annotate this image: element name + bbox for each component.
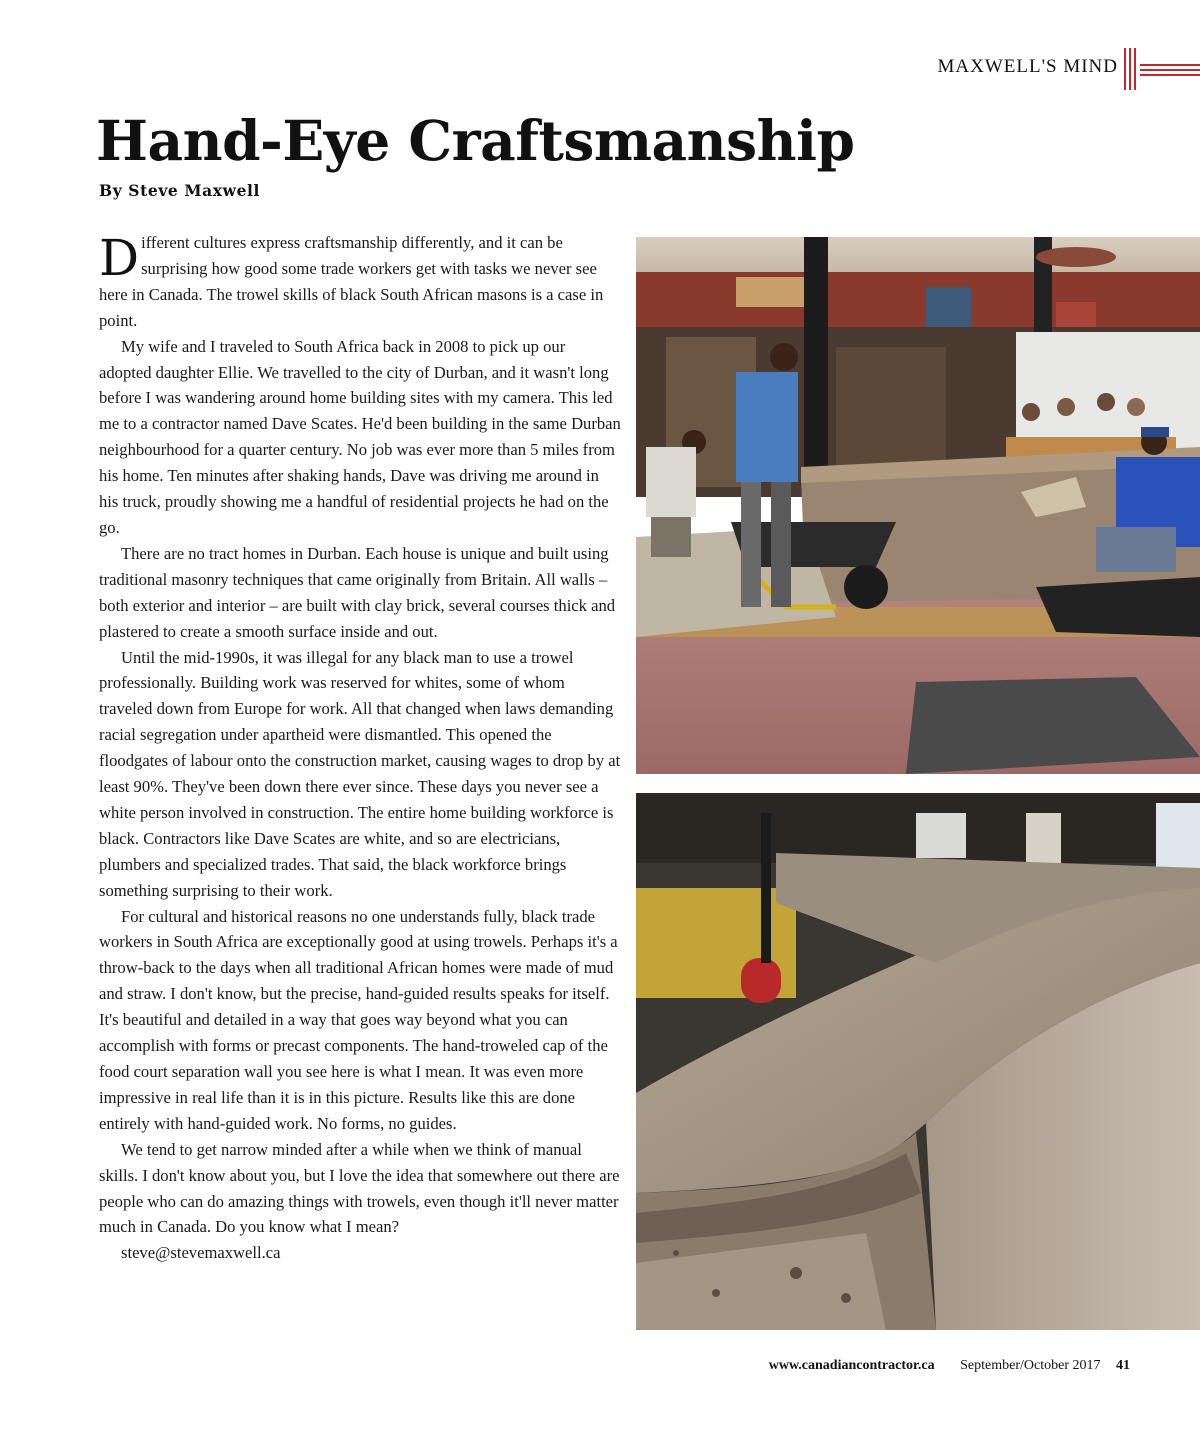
paragraph-5: For cultural and historical reasons no one understands fully, black trade workers in South Africa are exceptionally good at using trowels. Perhaps it's a throw-back to the days when all traditional African homes were made of mud and straw. I don't know, but the precise, hand-guided results speaks for itself. It's beautiful and detailed in a way that goes way beyond what you can accomplish with forms or precast components. The hand-troweled cap of the food court separation wall you see here is what I mean. It was even more impressive in real life than it is in this picture. Results like this are done entirely with hand-guided work. No forms, no guides. xyxy=(99,906,618,1133)
article-body xyxy=(99,230,621,1266)
photo-troweled-wall-cap xyxy=(636,793,1200,1330)
section-rule-vertical xyxy=(1124,48,1136,90)
paragraph-2: My wife and I traveled to South Africa back in 2008 to pick up our adopted daughter Ellie. We travelled to the city of Durban, and it wasn't long before I was wandering around home building sites with my camera. This led me to a contractor named Dave Scates. He'd been building in the same Durban neighbourhood for a quarter century. No job was ever more than 5 miles from his home. Ten minutes after shaking hands, Dave was driving me around in his truck, proudly showing me a handful of residential projects he had on the go. xyxy=(99,336,621,537)
footer-issue: September/October 2017 xyxy=(960,1358,1101,1373)
section-rule-horizontal xyxy=(1140,64,1200,76)
section-label: MAXWELL'S MIND xyxy=(937,56,1118,77)
page-number: 41 xyxy=(1116,1358,1130,1373)
article-byline: By Steve Maxwell xyxy=(99,181,261,200)
paragraph-1 xyxy=(99,230,621,334)
page-footer xyxy=(769,1358,1130,1374)
footer-website[interactable]: www.canadiancontractor.ca xyxy=(768,1358,935,1373)
photo-masons-at-work-image xyxy=(636,237,1200,774)
photo-troweled-wall-cap-image xyxy=(636,793,1200,1330)
paragraph-3: There are no tract homes in Durban. Each house is unique and built using traditional masonry techniques that came originally from Britain. All walls – both exterior and interior – are built with clay brick, several courses thick and plastered to create a smooth surface inside and out. xyxy=(99,543,616,641)
article-title: Hand-Eye Craftsmanship xyxy=(96,108,855,173)
drop-cap: D xyxy=(99,229,140,287)
paragraph-4: Until the mid-1990s, it was illegal for any black man to use a trowel professionally. Building work was reserved for whites, some of whom traveled down from Europe for work. All that changed when laws demanding racial segregation under apartheid were dismantled. This opened the floodgates of labour onto the construction market, causing wages to drop by at least 90%. They've been down there ever since. These days you never see a white person involved in construction. The entire home building workforce is black. Contractors like Dave Scates are white, and so are electricians, plumbers and specialized trades. That said, the black workforce brings something surprising to their work. xyxy=(99,647,621,900)
author-email[interactable]: steve@stevemaxwell.ca xyxy=(121,1243,281,1263)
paragraph-1-text: ifferent cultures express craftsmanship differently, and it can be surprising how good some trade workers get with tasks we never see here in Canada. The trowel skills of black South African masons is a case in point. xyxy=(99,233,604,330)
photo-masons-at-work xyxy=(636,237,1200,774)
paragraph-6: We tend to get narrow minded after a while when we think of manual skills. I don't know about you, but I love the idea that somewhere out there are people who can do amazing things with trowels, even though it'll never matter much in Canada. Do you know what I mean? xyxy=(99,1139,620,1237)
